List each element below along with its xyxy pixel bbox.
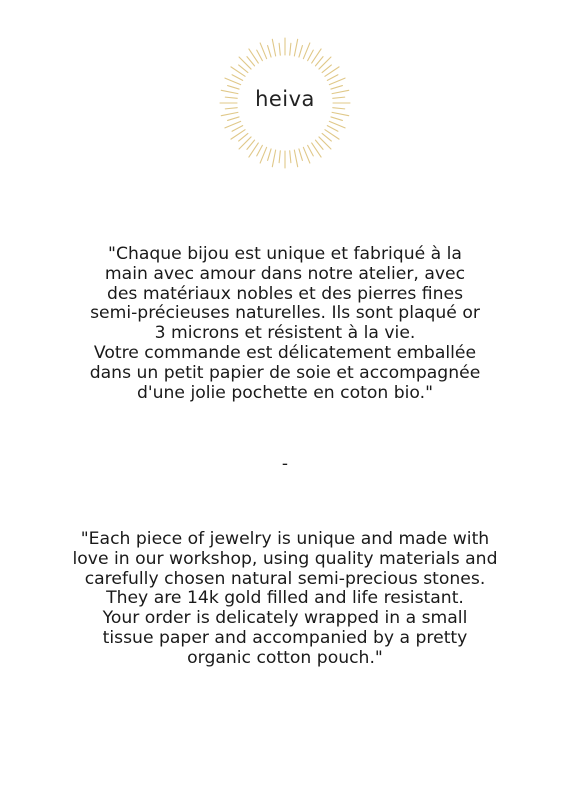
description-english: "Each piece of jewelry is unique and made with love in our workshop, using quality materials and carefully chosen natural semi-precious stones. They are 14k gold filled and life resistant. Your order is delicately wrapped in a small tissue paper and accompanied by a pretty organic cotton pouch." — [72, 529, 498, 668]
brand-name: heiva — [255, 87, 315, 111]
brand-logo — [219, 37, 351, 169]
description-french: "Chaque bijou est unique et fabriqué à la main avec amour dans notre atelier, avec des matériaux nobles et des pierres fines semi-précieuses naturelles. Ils sont plaqué or 3 microns et résistent à la vie. Votre commande est délicatement emballée dans un petit papier de soie et accompagnée d'une jolie pochette en coton bio." — [89, 244, 481, 403]
separator: - — [281, 454, 289, 474]
